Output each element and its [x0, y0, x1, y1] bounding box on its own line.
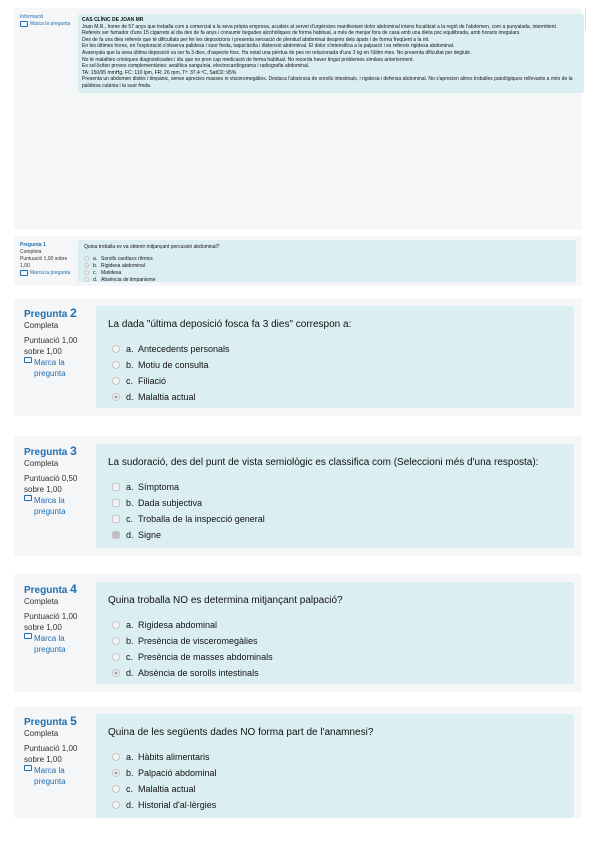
flag-question-link[interactable]: [24, 765, 92, 787]
answer-text: Rigidesa abdominal: [138, 620, 218, 630]
question-4-info: [24, 584, 92, 655]
question-score: Puntuació 1,00: [24, 336, 78, 345]
answer-radio[interactable]: [84, 256, 89, 261]
answer-radio[interactable]: [112, 621, 120, 629]
answer-option[interactable]: [112, 797, 562, 813]
answer-option[interactable]: [112, 527, 562, 543]
answer-option[interactable]: [112, 373, 562, 389]
flag-label: Marca la pregunta: [34, 496, 66, 516]
question-2-label: [24, 308, 92, 320]
answer-option[interactable]: [112, 389, 562, 405]
question-label: Pregunta: [24, 717, 68, 728]
question-number: 2: [70, 306, 77, 320]
question-state: Completa: [20, 249, 42, 255]
question-state: Completa: [24, 321, 59, 330]
answer-radio[interactable]: [112, 393, 120, 401]
answer-letter: b.: [93, 262, 98, 269]
question-score: Puntuació 1,00: [24, 744, 78, 753]
choice-list: [108, 341, 562, 405]
answer-radio[interactable]: [112, 377, 120, 385]
question-score: Puntuació 1,00: [24, 612, 78, 621]
flag-question-link[interactable]: [24, 633, 92, 655]
answer-radio[interactable]: [84, 263, 89, 268]
choice-list: [108, 479, 562, 543]
question-3-content: [96, 444, 574, 548]
answer-text: Malaltia actual: [138, 784, 196, 794]
flag-label: Marca la pregunta: [34, 634, 66, 654]
answer-radio[interactable]: [112, 785, 120, 793]
answer-option[interactable]: [112, 781, 562, 797]
question-1-label: [20, 242, 76, 249]
answer-letter: a.: [126, 620, 134, 630]
question-text: Quina de les següents dades NO forma part de l'anamnesi?: [108, 727, 374, 738]
case-paragraph: Presenta un abdomen distès i timpànic, sense aprecies masses ni visceromegàlies. Destaca l'absència de sorolls intestinals, i rigidesa i defensa abdominal. No s'aprecien altres troballes patològiques rellevants a més de la palidesa cutània i la suor freda.: [82, 76, 573, 89]
answer-radio[interactable]: [112, 637, 120, 645]
answer-option[interactable]: [84, 276, 570, 283]
answer-text: Historial d'al·lèrgies: [138, 800, 217, 810]
answer-option[interactable]: [112, 649, 562, 665]
answer-option[interactable]: [112, 479, 562, 495]
question-label: Pregunta: [24, 309, 68, 320]
answer-checkbox[interactable]: [112, 515, 120, 523]
answer-text: Hàbits alimentaris: [138, 752, 210, 762]
answer-text: Absència de sorolls intestinals: [138, 668, 259, 678]
question-text: La dada "última deposició fosca fa 3 dies" correspon a:: [108, 319, 352, 330]
flag-icon: [24, 495, 32, 501]
answer-letter: c.: [126, 514, 134, 524]
answer-letter: a.: [126, 752, 134, 762]
answer-option[interactable]: [112, 617, 562, 633]
question-4-panel: [14, 574, 582, 692]
flag-label: Marca la pregunta: [34, 766, 66, 786]
question-5-label: [24, 716, 92, 728]
question-1-content: [78, 240, 576, 282]
answer-radio[interactable]: [112, 769, 120, 777]
answer-text: Motiu de consulta: [138, 360, 209, 370]
answer-option[interactable]: [112, 341, 562, 357]
case-paragraph: Refereix ser fumador d'uns 15 cigarrets al dia des de fa anys i consumir begudes alcohòliques de forma habitual, a més de menjar fora de casa amb una dieta poc equilibrada, amb horaris irregulars.: [82, 30, 521, 37]
flag-icon: [24, 633, 32, 639]
answer-option[interactable]: [112, 511, 562, 527]
flag-icon: [24, 765, 32, 771]
answer-text: Troballa de la inspecció general: [138, 514, 265, 524]
answer-radio[interactable]: [84, 270, 89, 275]
answer-radio[interactable]: [112, 361, 120, 369]
info-label: Informació: [20, 14, 44, 20]
answer-option[interactable]: [112, 665, 562, 681]
answer-text: Dada subjectiva: [138, 498, 203, 508]
question-max: sobre 1,00: [24, 755, 62, 764]
answer-text: Palpació abdominal: [138, 768, 217, 778]
answer-radio[interactable]: [112, 653, 120, 661]
case-paragraph: Es sol·liciten proves complementàries: analítica sanguínia, electrocardiograma i radiografia abdominal.: [82, 63, 310, 70]
flag-question-link[interactable]: [20, 270, 76, 277]
question-2-content: [96, 306, 574, 408]
choice-list: [108, 749, 562, 813]
case-paragraph: En les últimes hores, en l'exploració s'observa palidesa i suor freda, taquicàrdia i distensió abdominal. El dolor s'intensifica a la palpació i es refereix rigidesa abdominal.: [82, 43, 455, 50]
answer-radio[interactable]: [112, 669, 120, 677]
question-5-info: [24, 716, 92, 787]
flag-label: Marca la pregunta: [30, 270, 71, 276]
question-1-panel: [14, 236, 582, 286]
answer-text: Presència de visceromegàlies: [138, 636, 258, 646]
answer-letter: b.: [126, 498, 134, 508]
answer-letter: b.: [126, 360, 134, 370]
answer-letter: d.: [126, 800, 134, 810]
case-title: CAS CLÍNIC DE JOAN MR: [82, 17, 144, 23]
page-break: [0, 287, 600, 293]
question-state: Completa: [24, 597, 59, 606]
question-5-content: [96, 714, 574, 818]
answer-text: Símptoma: [138, 482, 180, 492]
answer-text: Sorolls cardíacs rítmics: [101, 255, 153, 262]
question-text: Quina troballa NO es determina mitjançant palpació?: [108, 595, 343, 606]
question-5-panel: [14, 706, 582, 818]
question-score: Puntuació 1,00 sobre 1,00: [20, 256, 68, 269]
case-paragraph: TA: 150/95 mmHg, FC: 110 lpm, FR: 26 rpm, Tª: 37,4 ºC, SatO2: 95%: [82, 69, 237, 76]
answer-letter: c.: [93, 269, 97, 276]
question-3-info: [24, 446, 92, 517]
answer-option[interactable]: [112, 357, 562, 373]
answer-checkbox[interactable]: [112, 483, 120, 491]
answer-letter: a.: [126, 344, 134, 354]
flag-question-link[interactable]: [24, 357, 92, 379]
answer-option[interactable]: [84, 262, 570, 269]
case-paragraph: Assenyala que la seva última deposició va ser fa 3 dies, d'aspecte fosc. Ha notat una pèrdua de pes no relacionada d'uns 2 kg en l'últim mes. No presenta dificultat per deglutir.: [82, 49, 472, 56]
case-info-sidebar: [20, 14, 76, 28]
question-number: 1: [43, 242, 46, 248]
answer-text: Antecedents personals: [138, 344, 230, 354]
answer-letter: c.: [126, 652, 134, 662]
answer-radio[interactable]: [112, 345, 120, 353]
answer-letter: d.: [126, 392, 134, 402]
question-max: sobre 1,00: [24, 347, 62, 356]
answer-option[interactable]: [84, 269, 570, 276]
answer-letter: a.: [126, 482, 134, 492]
question-label: Pregunta: [24, 447, 68, 458]
answer-text: Malaltia actual: [138, 392, 196, 402]
answer-option[interactable]: [84, 255, 570, 262]
question-max: sobre 1,00: [24, 485, 62, 494]
answer-letter: b.: [126, 768, 134, 778]
answer-option[interactable]: [112, 749, 562, 765]
answer-option[interactable]: [112, 633, 562, 649]
answer-text: Signe: [138, 530, 162, 540]
answer-text: Presència de masses abdominals: [138, 652, 273, 662]
question-label: Pregunta: [24, 585, 68, 596]
answer-letter: c.: [126, 784, 134, 794]
choice-list: [108, 617, 562, 681]
answer-option[interactable]: [112, 765, 562, 781]
question-4-label: [24, 584, 92, 596]
answer-text: Filiació: [138, 376, 167, 386]
question-number: 3: [70, 444, 77, 458]
flag-icon: [20, 21, 28, 27]
flag-label: Marca la pregunta: [34, 358, 66, 378]
case-paragraph: Joan M.R., home de 57 anys que treballa com a comercial a la seva pròpia empresa, acudeix al servei d'urgències manifestant dolor abdominal intens focalitzat a la regió de l'abdomen, com a punyalada, intermitent.: [82, 23, 558, 30]
question-2-panel: [14, 298, 582, 416]
answer-letter: d.: [126, 530, 134, 540]
question-number: 4: [70, 582, 77, 596]
answer-letter: d.: [126, 668, 134, 678]
answer-letter: b.: [126, 636, 134, 646]
answer-text: Absència de timpanisme: [101, 276, 156, 283]
question-3-label: [24, 446, 92, 458]
case-paragraph: Des de fa uns dies refereix que té dificultats per fer les deposicions i presenta sensació de plenitud abdominal després dels àpats i de forma freqüent a la nit.: [82, 36, 430, 43]
question-3-panel: [14, 436, 582, 556]
question-max: sobre 1,00: [24, 623, 62, 632]
answer-checkbox[interactable]: [112, 499, 120, 507]
choice-list: [84, 255, 570, 283]
case-text: [78, 14, 584, 93]
answer-radio[interactable]: [112, 753, 120, 761]
flag-icon: [24, 357, 32, 363]
answer-text: Matidesa: [101, 269, 122, 276]
answer-option[interactable]: [112, 495, 562, 511]
flag-question-link[interactable]: [20, 21, 76, 28]
question-2-info: [24, 308, 92, 379]
answer-radio[interactable]: [112, 801, 120, 809]
question-state: Completa: [24, 729, 59, 738]
question-1-info: [20, 242, 76, 277]
flag-label: Marca la pregunta: [30, 21, 71, 27]
question-text: La sudoració, des del punt de vista semiològic es classifica com (Seleccioni més d'una resposta):: [108, 457, 539, 468]
question-label: Pregunta: [20, 242, 42, 248]
answer-letter: c.: [126, 376, 134, 386]
answer-letter: d.: [93, 276, 98, 283]
flag-icon: [20, 270, 28, 276]
answer-text: Rigidesa abdominal: [101, 262, 145, 269]
case-info-panel: [14, 8, 582, 230]
answer-checkbox[interactable]: [112, 531, 120, 539]
question-state: Completa: [24, 459, 59, 468]
question-text: Quina troballa es va obtenir mitjançant percussió abdominal?: [84, 244, 220, 250]
flag-question-link[interactable]: [24, 495, 92, 517]
question-score: Puntuació 0,50: [24, 474, 78, 483]
answer-letter: a.: [93, 255, 98, 262]
answer-radio[interactable]: [84, 277, 89, 282]
question-4-content: [96, 582, 574, 684]
question-number: 5: [70, 714, 77, 728]
case-paragraph: No té malalties cròniques diagnosticades i diu que no pren cap medicació de forma habitual. No recorda haver tingut problemes similars anteriorment.: [82, 56, 414, 63]
